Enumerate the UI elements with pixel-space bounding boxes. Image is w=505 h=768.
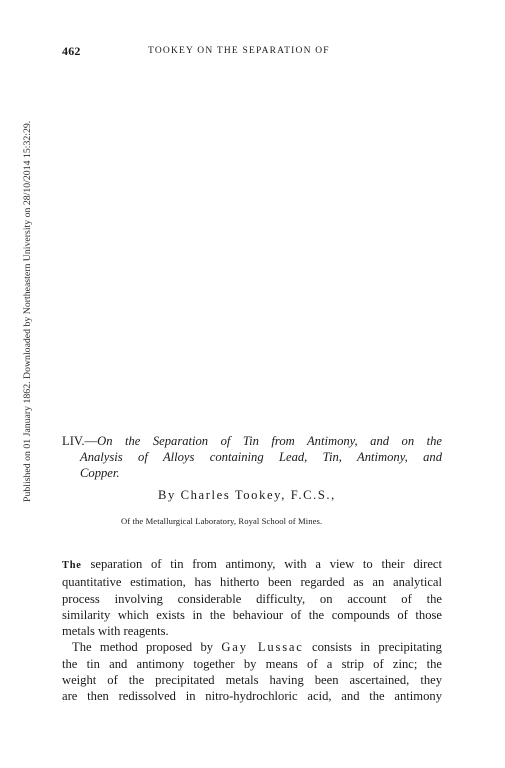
para2-line-3: weight of the precipitated metals having been ascertained, they	[62, 673, 442, 688]
byline-suffix: F.C.S.,	[290, 488, 336, 502]
para2-line-4: are then redissolved in nitro-hydrochloric acid, and the antimony	[62, 689, 442, 704]
margin-note-text: Published on 01 January 1862. Downloaded by Northeastern University on 28/10/2014 15:32:29.	[22, 120, 33, 502]
title-text-3: Copper.	[80, 466, 120, 480]
body-line	[62, 574, 442, 590]
body-line	[62, 607, 442, 623]
para2-rest: consists in precipitating	[303, 640, 442, 655]
body-line	[62, 556, 442, 574]
para1-line-3: process involving considerable difficulty, on account of the	[62, 591, 442, 606]
article-title	[62, 433, 442, 481]
body-line	[62, 688, 442, 704]
para1-line-4: similarity which exists in the behaviour of the compounds of those	[62, 607, 442, 622]
body-line	[62, 639, 442, 655]
page-number: 462	[62, 44, 81, 58]
body-text	[62, 556, 442, 705]
body-line	[62, 591, 442, 607]
title-line-2	[62, 449, 442, 465]
body-line	[62, 656, 442, 672]
para1-line-1: separation of tin from antimony, with a view to their direct	[81, 557, 442, 571]
title-text-1: On the Separation of Tin from Antimony, and on the	[97, 434, 442, 448]
para1-line-5: metals with reagents.	[62, 624, 169, 639]
para2-author-name: Gay Lussac	[221, 640, 304, 655]
margin-note	[10, 62, 33, 502]
body-line	[62, 672, 442, 688]
article-number: LIV.—	[62, 434, 98, 448]
byline-first-name: Charles	[180, 488, 231, 502]
para1-line-2: quantitative estimation, has hitherto been regarded as an analytical	[62, 575, 442, 590]
title-line-1	[62, 433, 442, 449]
para1-lead: The	[62, 560, 82, 571]
affiliation: Of the Metallurgical Laboratory, Royal School of Mines.	[121, 516, 323, 526]
byline	[158, 488, 336, 503]
byline-prefix: By	[158, 488, 176, 502]
para2-line-2: the tin and antimony together by means of a strip of zinc; the	[62, 656, 442, 671]
byline-last-name: Tookey,	[234, 488, 286, 502]
body-line	[62, 623, 442, 639]
title-line-3	[62, 465, 442, 481]
para2-start: The method proposed by	[72, 640, 222, 655]
title-text-2: Analysis of Alloys containing Lead, Tin, Antimony, and	[80, 450, 442, 464]
running-head: TOOKEY ON THE SEPARATION OF	[148, 46, 330, 56]
